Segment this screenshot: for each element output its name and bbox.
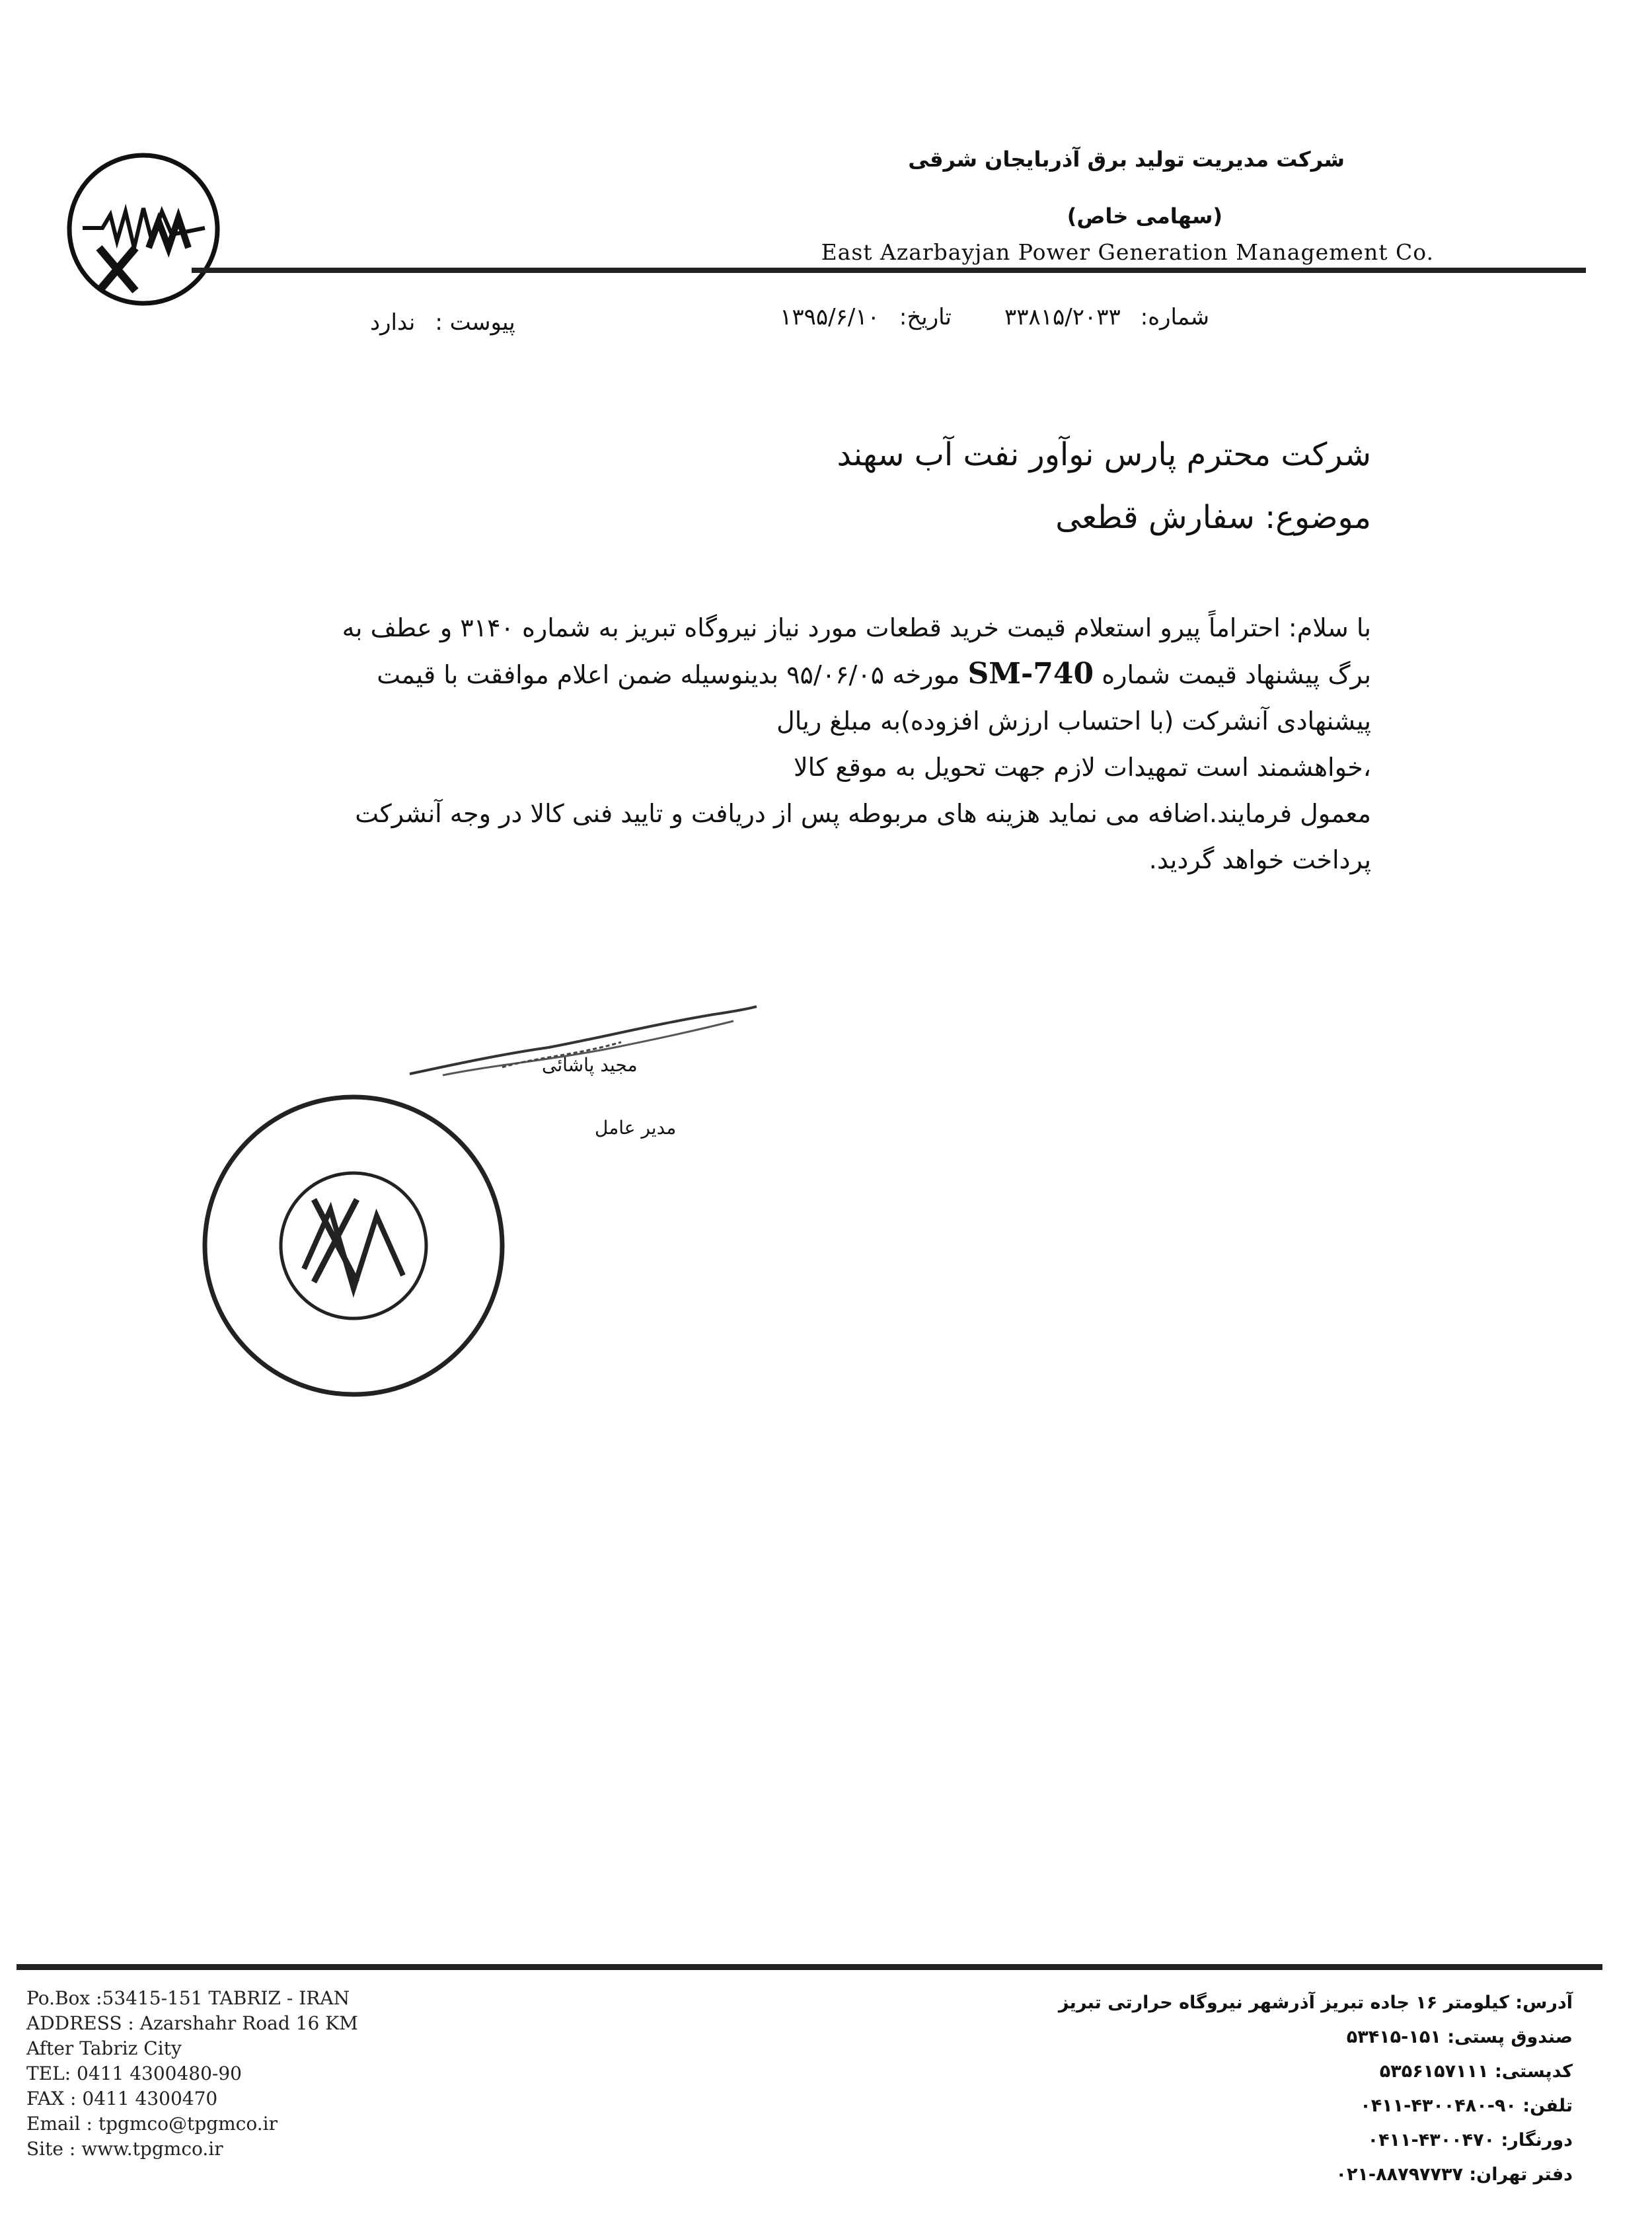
footer-fa-postal: کدپستی: ۵۳۵۶۱۵۷۱۱۱	[1379, 2061, 1573, 2082]
proposal-code: SM-740	[967, 657, 1094, 691]
attachment-value: ندارد	[370, 309, 416, 336]
footer-fax: FAX : 0411 4300470	[26, 2088, 218, 2109]
date-label: تاریخ:	[899, 304, 952, 330]
body-line: پیشنهادی آنشرکت (با احتساب ارزش افزوده)به مبلغ ریال	[776, 706, 1371, 736]
body-line: با سلام: احتراماً پیرو استعلام قیمت خرید قطعات مورد نیاز نیروگاه تبریز به شماره ۳۱۴۰ و عطف به	[342, 613, 1371, 642]
recipient: شرکت محترم پارس نوآور نفت آب سهند	[837, 436, 1371, 473]
footer-pobox: Po.Box :53415-151 TABRIZ - IRAN	[26, 1987, 350, 2009]
footer-contact-fa	[1059, 1986, 1573, 2192]
attachment-info	[370, 309, 515, 336]
org-name-en: East Azarbayjan Power Generation Management Co.	[821, 239, 1434, 265]
attachment-label: پیوست :	[435, 309, 515, 336]
company-logo	[63, 149, 225, 311]
footer-address: ADDRESS : Azarshahr Road 16 KM	[26, 2012, 358, 2034]
body-line: برگ پیشنهاد قیمت شماره SM-740 مورخه ۹۵/۰۶/۰۵ بدینوسیله ضمن اعلام موافقت با قیمت	[377, 657, 1371, 691]
footer-site: Site : www.tpgmco.ir	[26, 2138, 223, 2160]
footer-fa-pobox: صندوق پستی: ۱۵۱-۵۳۴۱۵	[1346, 2027, 1573, 2047]
company-stamp	[198, 1090, 509, 1401]
org-type: (سهامی خاص)	[1067, 204, 1222, 229]
footer-address-2: After Tabriz City	[26, 2037, 182, 2059]
footer-divider	[17, 1964, 1602, 1970]
number-value: ۳۳۸۱۵/۲۰۳۳	[1004, 304, 1121, 330]
body-line: معمول فرمایند.اضافه می نماید هزینه های مربوطه پس از دریافت و تایید فنی کالا در وجه آنشرکت	[355, 799, 1371, 828]
date-value: ۱۳۹۵/۶/۱۰	[780, 304, 880, 330]
body-line: پرداخت خواهد گردید.	[1148, 845, 1371, 874]
org-name-fa: شرکت مدیریت تولید برق آذربایجان شرقی	[908, 147, 1345, 172]
signer-title: مدیر عامل	[595, 1117, 677, 1139]
footer-email: Email : tpgmco@tpgmco.ir	[26, 2113, 278, 2135]
letter-meta	[780, 304, 1209, 330]
header-divider	[192, 268, 1586, 273]
signer-name: مجید پاشائی	[542, 1054, 638, 1076]
footer-fa-address: آدرس: کیلومتر ۱۶ جاده تبریز آذرشهر نیروگاه حرارتی تبریز	[1058, 1992, 1573, 2013]
letter-body	[208, 605, 1371, 883]
footer-contact-en	[26, 1986, 358, 2162]
body-line: ،خواهشمند است تمهیدات لازم جهت تحویل به موقع کالا	[793, 753, 1371, 782]
footer-tel: TEL: 0411 4300480-90	[26, 2063, 242, 2084]
footer-fa-fax: دورنگار: ۴۳۰۰۴۷۰-۰۴۱۱	[1367, 2130, 1573, 2150]
number-label: شماره:	[1140, 304, 1209, 330]
footer-fa-tel: تلفن: ۹۰-۴۳۰۰۴۸۰-۰۴۱۱	[1360, 2096, 1573, 2116]
subject: موضوع: سفارش قطعی	[1055, 499, 1371, 536]
footer-fa-tehran: دفتر تهران: ۸۸۷۹۷۷۳۷-۰۲۱	[1335, 2164, 1573, 2185]
